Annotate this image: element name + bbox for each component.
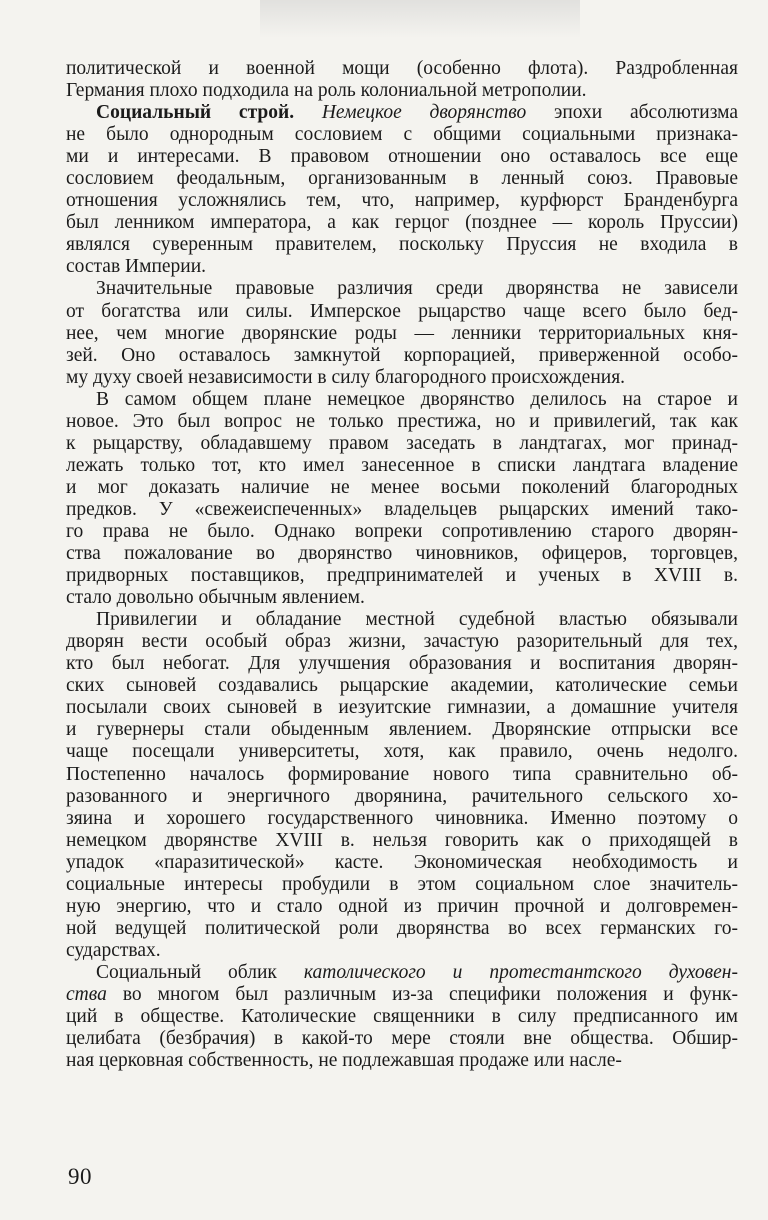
text-line <box>66 367 738 389</box>
text-line <box>66 852 738 874</box>
text-line <box>66 874 738 896</box>
text-line <box>66 697 738 719</box>
text-segment: и мог доказать наличие не менее восьми поколений благородных <box>66 476 738 498</box>
text-segment: от богатства или силы. Имперское рыцарство чаще всего было бед- <box>66 300 738 322</box>
bold-text: Социальный строй. <box>96 102 295 124</box>
text-line <box>66 345 738 367</box>
text-line <box>66 212 738 234</box>
text-line <box>66 631 738 653</box>
text-line <box>66 1006 738 1028</box>
text-segment: во многом был различным из-за специфики положения и функ- <box>106 983 738 1005</box>
text-segment: был ленником императора, а как герцог (позднее — король Пруссии) <box>66 212 738 234</box>
text-segment: упадок «паразитической» касте. Экономическая необходимость и <box>66 851 738 873</box>
text-line <box>66 389 738 411</box>
text-line <box>66 653 738 675</box>
text-line <box>66 301 738 323</box>
text-segment: сословием феодальным, организованным в ленный союз. Правовые <box>66 168 738 190</box>
text-line <box>66 323 738 345</box>
text-segment: к рыцарству, обладавшему правом заседать в ландтагах, мог принад- <box>66 432 738 454</box>
text-line <box>66 190 738 212</box>
paragraph <box>66 278 738 388</box>
text-segment: эпохи абсолютизма <box>526 102 738 124</box>
text-segment: стало довольно обычным явлением. <box>66 587 365 609</box>
text-line <box>66 830 738 852</box>
text-line <box>66 565 738 587</box>
text-segment: нее, чем многие дворянские роды — ленники территориальных кня- <box>66 322 738 344</box>
text-segment: ную энергию, что и стало одной из причин прочной и долговремен- <box>66 895 738 917</box>
text-segment: состав Империи. <box>66 256 207 278</box>
italic-text: католического и протестантского духовен- <box>303 961 738 983</box>
text-line <box>66 719 738 741</box>
page-number: 90 <box>68 1164 92 1189</box>
paragraph <box>66 102 738 278</box>
text-segment: дворян вести особый образ жизни, зачастую разорительный для тех, <box>66 631 738 653</box>
text-line <box>66 477 738 499</box>
text-line <box>66 543 738 565</box>
text-segment: чаще посещали университеты, хотя, как правило, очень недолго. <box>66 741 738 763</box>
text-segment: ства пожалование во дворянство чиновников, офицеров, торговцев, <box>66 543 738 565</box>
paragraph <box>66 389 738 609</box>
text-segment: разованного и энергичного дворянина, рачительного сельского хо- <box>66 785 738 807</box>
text-line <box>66 168 738 190</box>
paragraph <box>66 58 738 102</box>
text-segment: целибата (безбрачия) в какой-то мере стояли вне общества. Обшир- <box>66 1028 738 1050</box>
text-segment: сударствах. <box>66 939 161 961</box>
text-segment: му духу своей независимости в силу благородного происхождения. <box>66 366 626 388</box>
text-line <box>66 102 738 124</box>
text-segment: Германия плохо подходила на роль колониальной метрополии. <box>66 80 587 102</box>
text-line <box>66 124 738 146</box>
text-segment: посылали своих сыновей в иезуитские гимназии, а домашние учителя <box>66 697 738 719</box>
text-segment: зей. Оно оставалось замкнутой корпорацией, приверженной особо- <box>66 344 738 366</box>
text-segment: Значительные правовые различия среди дворянства не зависели <box>96 278 738 300</box>
text-line <box>66 741 738 763</box>
text-line <box>66 411 738 433</box>
text-line <box>66 962 738 984</box>
text-segment: являлся суверенным правителем, поскольку Пруссия не входила в <box>66 234 738 256</box>
text-line <box>66 808 738 830</box>
text-segment: ная церковная собственность, не подлежавшая продаже или насле- <box>66 1050 622 1072</box>
text-segment: не было однородным сословием с общими социальными признака- <box>66 124 738 146</box>
text-line <box>66 786 738 808</box>
text-segment: ских сыновей создавались рыцарские академии, католические семьи <box>66 675 738 697</box>
text-line <box>66 609 738 631</box>
text-segment: немецком дворянстве XVIII в. нельзя говорить как о приходящей в <box>66 829 738 851</box>
text-segment: го права не было. Однако вопреки сопротивлению старого дворян- <box>66 520 738 542</box>
text-line <box>66 1050 738 1072</box>
italic-text: Немецкое дворянство <box>321 102 527 124</box>
page-body <box>66 58 738 1072</box>
text-line <box>66 764 738 786</box>
scan-shadow <box>260 0 580 38</box>
text-line <box>66 1028 738 1050</box>
text-line <box>66 80 738 102</box>
text-line <box>66 234 738 256</box>
italic-text: ства <box>66 983 107 1005</box>
text-line <box>66 675 738 697</box>
text-segment: социальные интересы пробудили в этом социальном слое значитель- <box>66 873 738 895</box>
text-line <box>66 58 738 80</box>
text-segment: зяина и хорошего государственного чиновника. Именно поэтому о <box>66 807 738 829</box>
text-line <box>66 278 738 300</box>
text-line <box>66 433 738 455</box>
text-segment: ной ведущей политической роли дворянства во всех германских го- <box>66 917 738 939</box>
text-segment: придворных поставщиков, предпринимателей и ученых в XVIII в. <box>66 565 738 587</box>
text-segment <box>294 102 322 123</box>
text-segment: кто был небогат. Для улучшения образования и воспитания дворян- <box>66 653 738 675</box>
text-line <box>66 455 738 477</box>
text-segment: и гувернеры стали обыденным явлением. Дворянские отпрыски все <box>66 719 738 741</box>
text-line <box>66 918 738 940</box>
text-line <box>66 940 738 962</box>
text-line <box>66 587 738 609</box>
text-line <box>66 146 738 168</box>
text-line <box>66 984 738 1006</box>
text-line <box>66 896 738 918</box>
text-segment: новое. Это был вопрос не только престижа, но и привилегий, так как <box>66 410 738 432</box>
text-segment: ций в обществе. Католические священники в силу предписанного им <box>66 1006 738 1028</box>
text-segment: ми и интересами. В правовом отношении оно оставалось все еще <box>66 146 738 168</box>
text-segment: Социальный облик <box>96 961 304 983</box>
text-segment: предков. У «свежеиспеченных» владельцев рыцарских имений тако- <box>66 498 738 520</box>
text-segment: В самом общем плане немецкое дворянство делилось на старое и <box>96 388 738 410</box>
text-segment: отношения усложнялись тем, что, например, курфюрст Бранденбурга <box>66 190 738 212</box>
text-segment: политической и военной мощи (особенно флота). Раздробленная <box>66 58 738 79</box>
text-line <box>66 499 738 521</box>
text-line <box>66 256 738 278</box>
text-segment: лежать только тот, кто имел занесенное в списки ландтага владение <box>66 454 738 476</box>
text-segment: Постепенно началось формирование нового типа сравнительно об- <box>66 763 738 785</box>
text-segment: Привилегии и обладание местной судебной властью обязывали <box>96 609 738 631</box>
paragraph <box>66 609 738 962</box>
text-line <box>66 521 738 543</box>
paragraph <box>66 962 738 1072</box>
